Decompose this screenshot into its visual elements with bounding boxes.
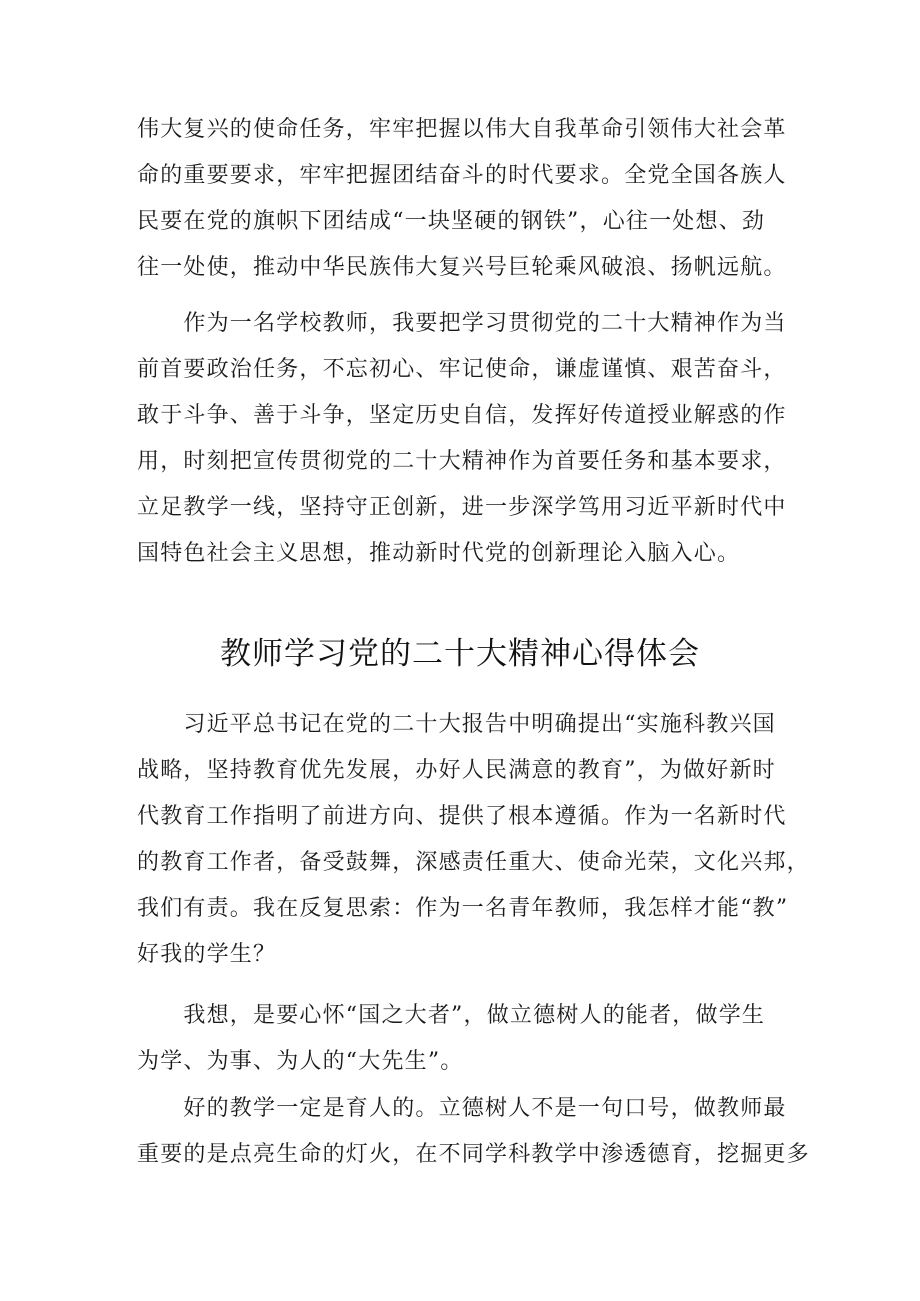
text-line: 作为一名学校教师，我要把学习贯彻党的二十大精神作为当 [137, 311, 787, 336]
text-line: 国特色社会主义思想，推动新时代党的创新理论入脑入心。 [137, 541, 741, 566]
text-line: 好我的学生？ [137, 942, 277, 967]
text-line: 重要的是点亮生命的灯火，在不同学科教学中渗透德育，挖掘更多 [137, 1142, 810, 1167]
text-line: 我想，是要心怀“国之大者”，做立德树人的能者，做学生 [137, 1003, 766, 1028]
text-line: 立足教学一线，坚持守正创新，进一步深学笃用习近平新时代中 [137, 495, 787, 520]
text-line: 民要在党的旗帜下团结成“一块坚硬的钢铁”，心往一处想、劲 [137, 209, 766, 234]
text-line: 代教育工作指明了前进方向、提供了根本遵循。作为一名新时代 [137, 804, 787, 829]
paragraph [137, 1086, 810, 1178]
section-title: 教师学习党的二十大精神心得体会 [220, 636, 700, 672]
text-line: 用，时刻把宣传贯彻党的二十大精神作为首要任务和基本要求， [137, 449, 787, 474]
text-line: 战略，坚持教育优先发展，办好人民满意的教育”，为做好新时 [137, 758, 776, 783]
text-line: 的教育工作者，备受鼓舞，深感责任重大、使命光荣，文化兴邦， [137, 850, 810, 875]
paragraph [137, 993, 797, 1085]
text-line: 习近平总书记在党的二十大报告中明确提出“实施科教兴国 [137, 712, 776, 737]
text-line: 往一处使，推动中华民族伟大复兴号巨轮乘风破浪、扬帆远航。 [137, 255, 787, 280]
paragraph [137, 301, 797, 577]
text-line: 我们有责。我在反复思索：作为一名青年教师，我怎样才能“教” [137, 896, 789, 921]
paragraph [137, 107, 797, 291]
text-line: 命的重要要求，牢牢把握团结奋斗的时代要求。全党全国各族人 [137, 163, 787, 188]
paragraph [137, 702, 810, 978]
text-line: 为学、为事、为人的“大先生”。 [137, 1049, 464, 1074]
text-line: 敢于斗争、善于斗争，坚定历史自信，发挥好传道授业解惑的作 [137, 403, 787, 428]
text-line: 前首要政治任务，不忘初心、牢记使命，谦虚谨慎、艰苦奋斗， [137, 357, 787, 382]
text-line: 好的教学一定是育人的。立德树人不是一句口号，做教师最 [137, 1096, 787, 1121]
text-line: 伟大复兴的使命任务，牢牢把握以伟大自我革命引领伟大社会革 [137, 117, 787, 142]
